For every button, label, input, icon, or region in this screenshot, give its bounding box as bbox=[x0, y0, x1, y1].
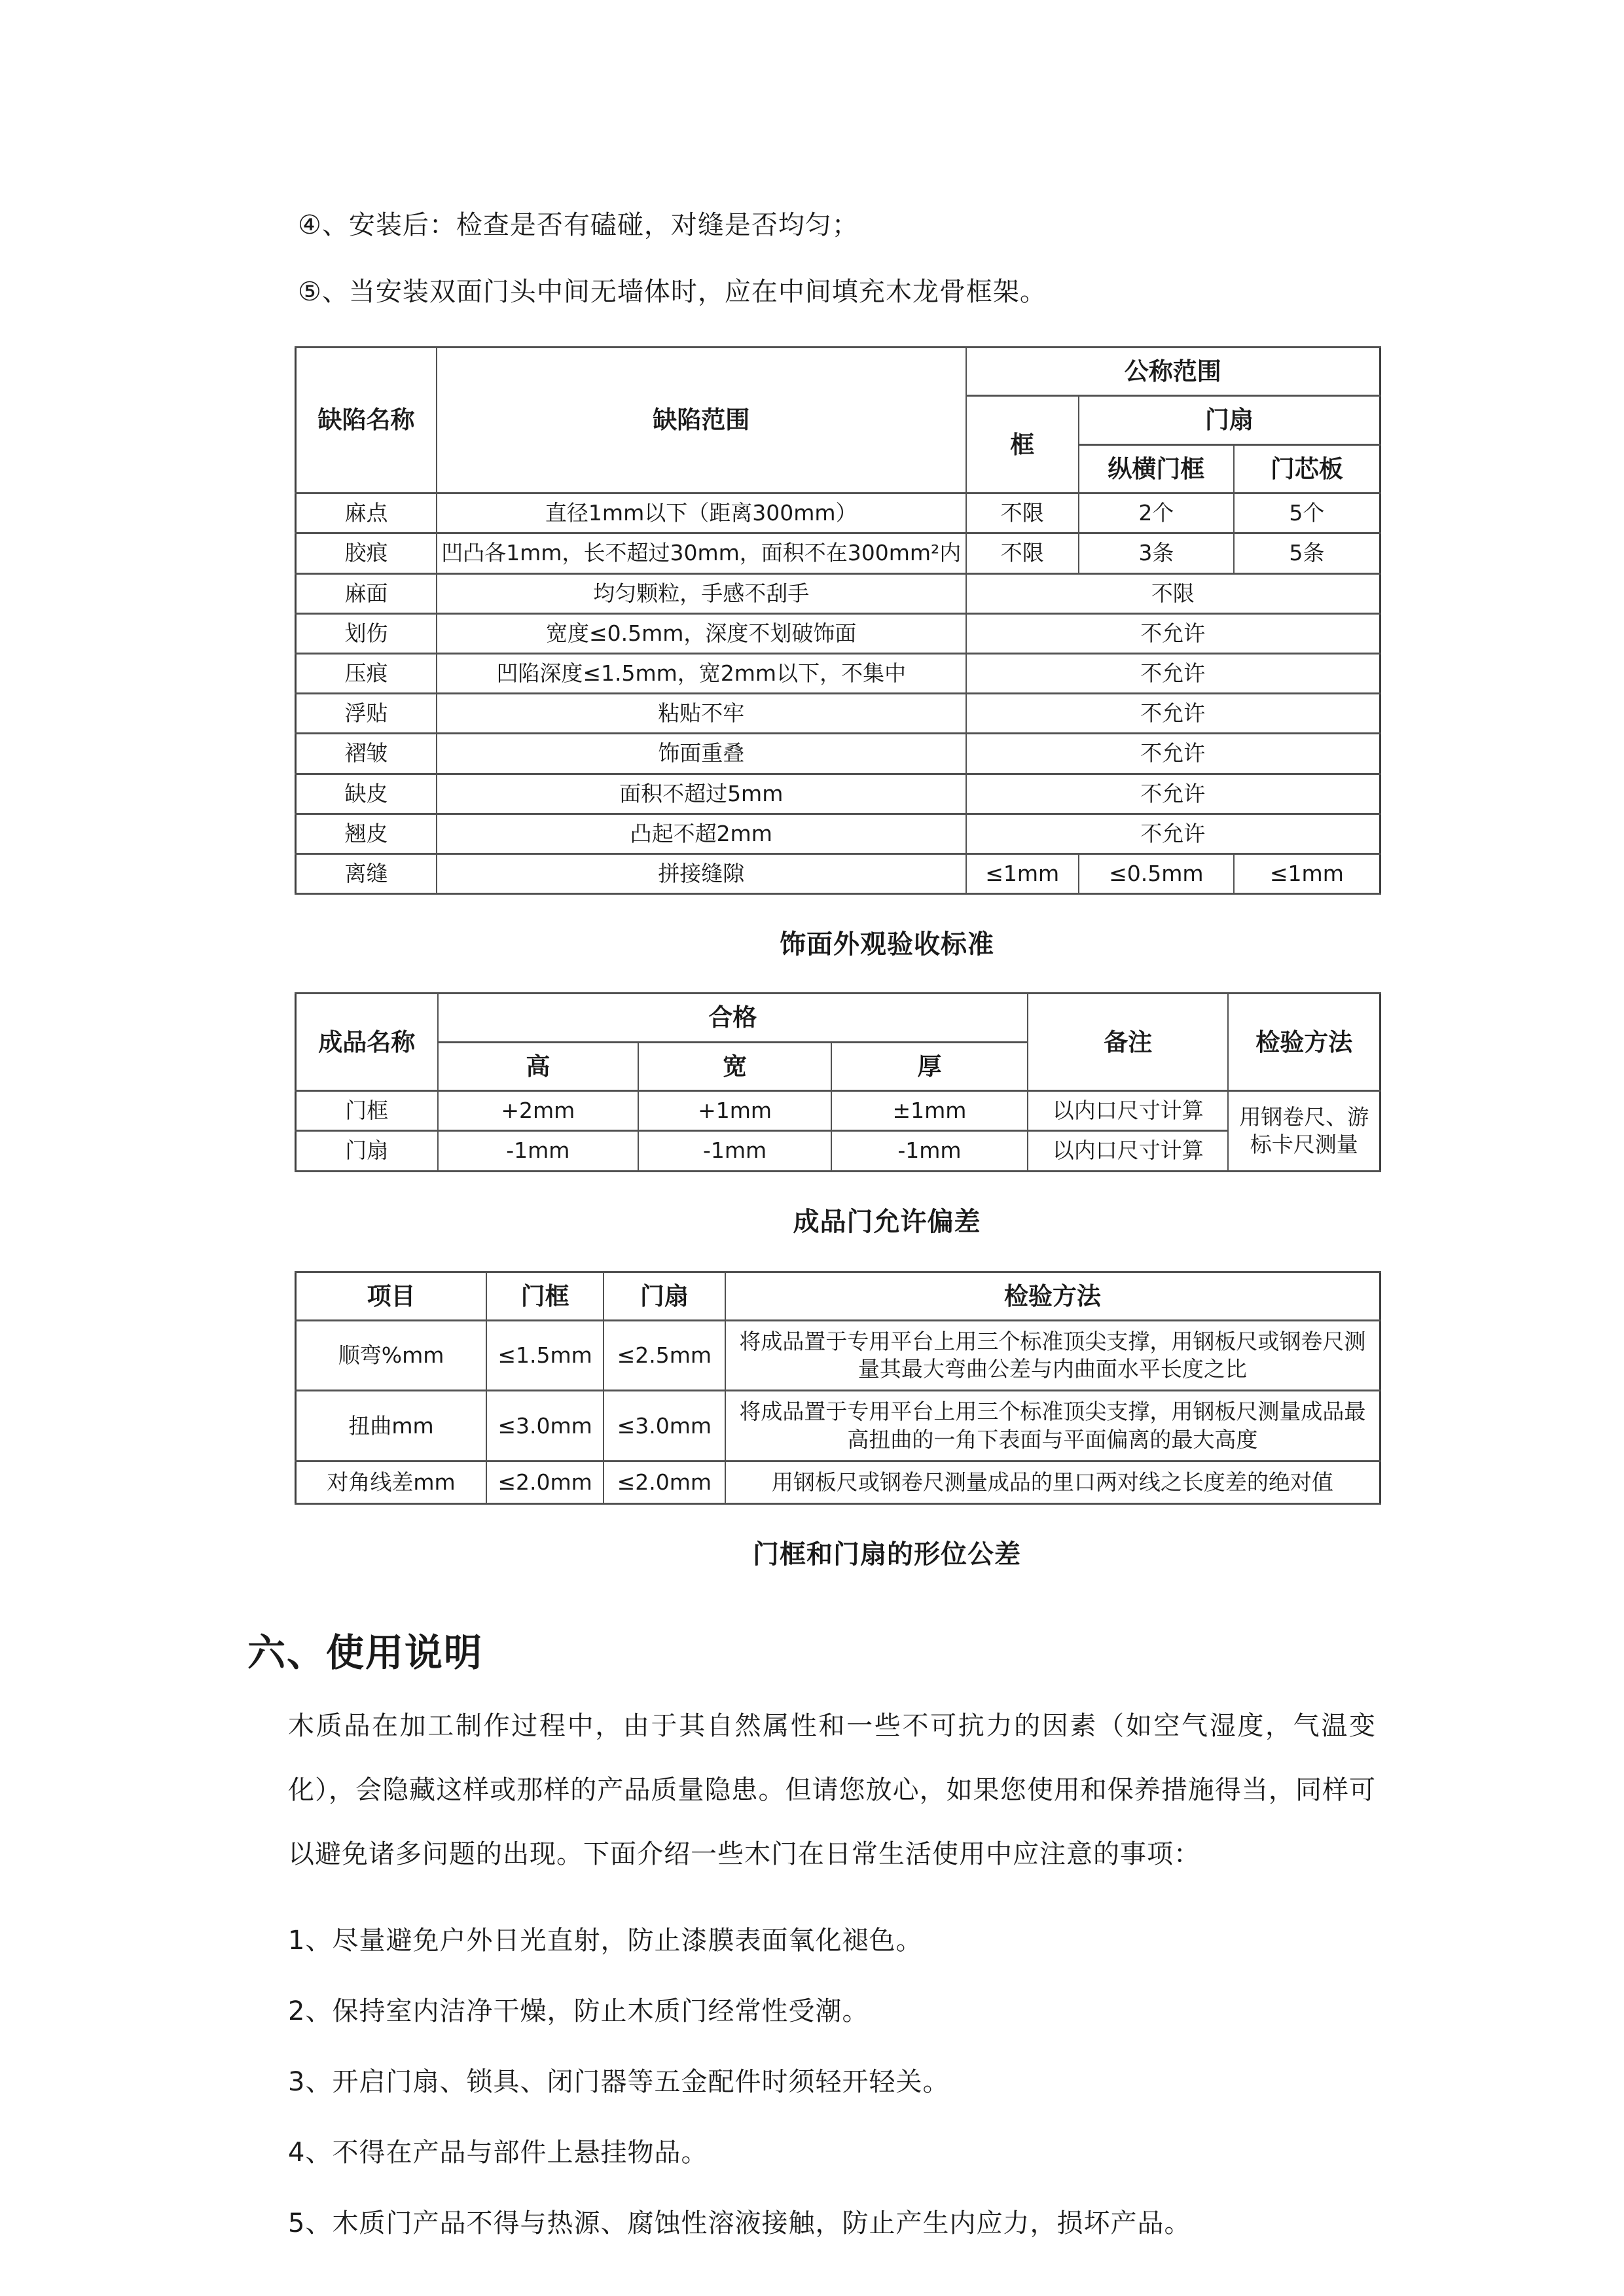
cell-frame-tolerance: ≤2.0mm bbox=[486, 1461, 604, 1503]
col-header-height: 高 bbox=[438, 1042, 639, 1090]
table-row bbox=[296, 1391, 1380, 1461]
col-header-nominal-range: 公称范围 bbox=[966, 348, 1380, 396]
usage-intro-paragraph: 木质品在加工制作过程中，由于其自然属性和一些不可抗力的因素（如空气湿度，气温变化），会隐藏这样或那样的产品质量隐患。但请您放心，如果您使用和保养措施得当，同样可以避免诸多问题的出现。下面介绍一些木门在日常生活使用中应注意的事项： bbox=[288, 1711, 1376, 1870]
cell-height-tolerance: -1mm bbox=[438, 1131, 639, 1171]
table-row bbox=[296, 533, 1380, 573]
table-row bbox=[296, 854, 1380, 894]
col-header-defect-name: 缺陷名称 bbox=[296, 348, 437, 493]
cell-inspection-method: 用钢卷尺、游标卡尺测量 bbox=[1228, 1091, 1380, 1171]
cell-stiles-limit: 2个 bbox=[1079, 493, 1234, 533]
cell-frame-tolerance: ≤1.5mm bbox=[486, 1320, 604, 1390]
cell-inspection-method: 将成品置于专用平台上用三个标准顶尖支撑，用钢板尺或钢卷尺测量其最大弯曲公差与内曲面水平长度之比 bbox=[725, 1320, 1380, 1390]
col-header-door-leaf: 门扇 bbox=[604, 1272, 725, 1320]
col-header-product-name: 成品名称 bbox=[296, 994, 438, 1091]
col-header-remark: 备注 bbox=[1028, 994, 1229, 1091]
finish-appearance-caption: 饰面外观验收标准 bbox=[780, 929, 994, 960]
cell-defect-name: 浮贴 bbox=[296, 694, 437, 734]
cell-product-name: 门扇 bbox=[296, 1131, 438, 1171]
list-item: 3、开启门扇、锁具、闭门器等五金配件时须轻开轻关。 bbox=[288, 2067, 950, 2098]
install-step-4: ④、安装后：检查是否有磕碰，对缝是否均匀； bbox=[298, 210, 859, 240]
cell-frame-limit: ≤1mm bbox=[966, 854, 1079, 894]
cell-defect-range: 拼接缝隙 bbox=[437, 854, 966, 894]
finish-appearance-table bbox=[295, 346, 1381, 895]
cell-defect-range: 宽度≤0.5mm，深度不划破饰面 bbox=[437, 613, 966, 653]
cell-remark: 以内口尺寸计算 bbox=[1028, 1131, 1229, 1171]
form-position-tolerance-table bbox=[295, 1271, 1381, 1505]
table-row bbox=[296, 1091, 1380, 1131]
cell-item: 对角线差mm bbox=[296, 1461, 487, 1503]
cell-merged-limit: 不限 bbox=[966, 573, 1380, 613]
col-header-core-panel: 门芯板 bbox=[1234, 444, 1380, 493]
list-item: 2、保持室内洁净干燥，防止木质门经常性受潮。 bbox=[288, 1996, 869, 2027]
cell-defect-range: 凹陷深度≤1.5mm，宽2mm以下，不集中 bbox=[437, 654, 966, 694]
list-item: 1、尽量避免户外日光直射，防止漆膜表面氧化褪色。 bbox=[288, 1926, 923, 1956]
col-header-thickness: 厚 bbox=[831, 1042, 1028, 1090]
cell-defect-range: 凹凸各1mm，长不超过30mm，面积不在300mm²内 bbox=[437, 533, 966, 573]
table-row bbox=[296, 1461, 1380, 1503]
usage-notes-list bbox=[288, 1924, 1408, 2240]
cell-item: 扭曲mm bbox=[296, 1391, 487, 1461]
cell-leaf-tolerance: ≤2.0mm bbox=[604, 1461, 725, 1503]
col-header-width: 宽 bbox=[638, 1042, 831, 1090]
col-header-door-frame: 门框 bbox=[486, 1272, 604, 1320]
cell-merged-limit: 不允许 bbox=[966, 613, 1380, 653]
cell-defect-name: 翘皮 bbox=[296, 814, 437, 853]
table-row bbox=[296, 774, 1380, 814]
cell-defect-range: 饰面重叠 bbox=[437, 734, 966, 774]
table-header-row bbox=[296, 1272, 1380, 1320]
cell-width-tolerance: -1mm bbox=[638, 1131, 831, 1171]
section-heading-usage-instructions: 六、使用说明 bbox=[247, 1630, 484, 1676]
cell-defect-name: 离缝 bbox=[296, 854, 437, 894]
install-step-5: ⑤、当安装双面门头中间无墙体时，应在中间填充木龙骨框架。 bbox=[298, 277, 1047, 307]
cell-defect-name: 褶皱 bbox=[296, 734, 437, 774]
table-header-row bbox=[296, 994, 1380, 1042]
cell-defect-range: 粘贴不牢 bbox=[437, 694, 966, 734]
cell-core-limit: 5个 bbox=[1234, 493, 1380, 533]
cell-defect-name: 缺皮 bbox=[296, 774, 437, 814]
cell-defect-name: 麻面 bbox=[296, 573, 437, 613]
cell-defect-range: 直径1mm以下（距离300mm） bbox=[437, 493, 966, 533]
table-row bbox=[296, 1320, 1380, 1390]
table-row bbox=[296, 734, 1380, 774]
cell-core-limit: 5条 bbox=[1234, 533, 1380, 573]
cell-merged-limit: 不允许 bbox=[966, 774, 1380, 814]
cell-width-tolerance: +1mm bbox=[638, 1091, 831, 1131]
cell-core-limit: ≤1mm bbox=[1234, 854, 1380, 894]
cell-stiles-limit: 3条 bbox=[1079, 533, 1234, 573]
finished-door-tolerance-caption: 成品门允许偏差 bbox=[793, 1206, 981, 1237]
cell-thickness-tolerance: ±1mm bbox=[831, 1091, 1028, 1131]
cell-leaf-tolerance: ≤3.0mm bbox=[604, 1391, 725, 1461]
col-header-defect-range: 缺陷范围 bbox=[437, 348, 966, 493]
cell-defect-range: 凸起不超2mm bbox=[437, 814, 966, 853]
cell-thickness-tolerance: -1mm bbox=[831, 1131, 1028, 1171]
list-item: 4、不得在产品与部件上悬挂物品。 bbox=[288, 2138, 708, 2168]
cell-defect-range: 面积不超过5mm bbox=[437, 774, 966, 814]
list-item: 5、木质门产品不得与热源、腐蚀性溶液接触，防止产生内应力，损坏产品。 bbox=[288, 2208, 1191, 2239]
cell-frame-limit: 不限 bbox=[966, 493, 1079, 533]
table-row bbox=[296, 654, 1380, 694]
cell-frame-limit: 不限 bbox=[966, 533, 1079, 573]
col-header-item: 项目 bbox=[296, 1272, 487, 1320]
col-header-inspection-method: 检验方法 bbox=[1228, 994, 1380, 1091]
cell-merged-limit: 不允许 bbox=[966, 654, 1380, 694]
cell-defect-name: 麻点 bbox=[296, 493, 437, 533]
cell-height-tolerance: +2mm bbox=[438, 1091, 639, 1131]
cell-leaf-tolerance: ≤2.5mm bbox=[604, 1320, 725, 1390]
col-header-frame: 框 bbox=[966, 396, 1079, 493]
cell-inspection-method: 用钢板尺或钢卷尺测量成品的里口两对线之长度差的绝对值 bbox=[725, 1461, 1380, 1503]
cell-merged-limit: 不允许 bbox=[966, 814, 1380, 853]
cell-stiles-limit: ≤0.5mm bbox=[1079, 854, 1234, 894]
col-header-qualified: 合格 bbox=[438, 994, 1028, 1042]
table-row bbox=[296, 1131, 1380, 1171]
finished-door-tolerance-table bbox=[295, 992, 1381, 1172]
cell-item: 顺弯%mm bbox=[296, 1320, 487, 1390]
table-row bbox=[296, 814, 1380, 853]
col-header-stiles-rails: 纵横门框 bbox=[1079, 444, 1234, 493]
cell-defect-name: 胶痕 bbox=[296, 533, 437, 573]
cell-product-name: 门框 bbox=[296, 1091, 438, 1131]
cell-merged-limit: 不允许 bbox=[966, 694, 1380, 734]
table-row bbox=[296, 694, 1380, 734]
cell-merged-limit: 不允许 bbox=[966, 734, 1380, 774]
cell-defect-range: 均匀颗粒，手感不刮手 bbox=[437, 573, 966, 613]
table-row bbox=[296, 573, 1380, 613]
cell-inspection-method: 将成品置于专用平台上用三个标准顶尖支撑，用钢板尺测量成品最高扭曲的一角下表面与平面偏离的最大高度 bbox=[725, 1391, 1380, 1461]
table-header-row bbox=[296, 348, 1380, 396]
cell-defect-name: 划伤 bbox=[296, 613, 437, 653]
table-row bbox=[296, 493, 1380, 533]
form-position-tolerance-caption: 门框和门扇的形位公差 bbox=[753, 1539, 1021, 1570]
table-row bbox=[296, 613, 1380, 653]
cell-defect-name: 压痕 bbox=[296, 654, 437, 694]
col-header-inspection-method: 检验方法 bbox=[725, 1272, 1380, 1320]
col-header-door-leaf: 门扇 bbox=[1079, 396, 1380, 444]
cell-remark: 以内口尺寸计算 bbox=[1028, 1091, 1229, 1131]
cell-frame-tolerance: ≤3.0mm bbox=[486, 1391, 604, 1461]
